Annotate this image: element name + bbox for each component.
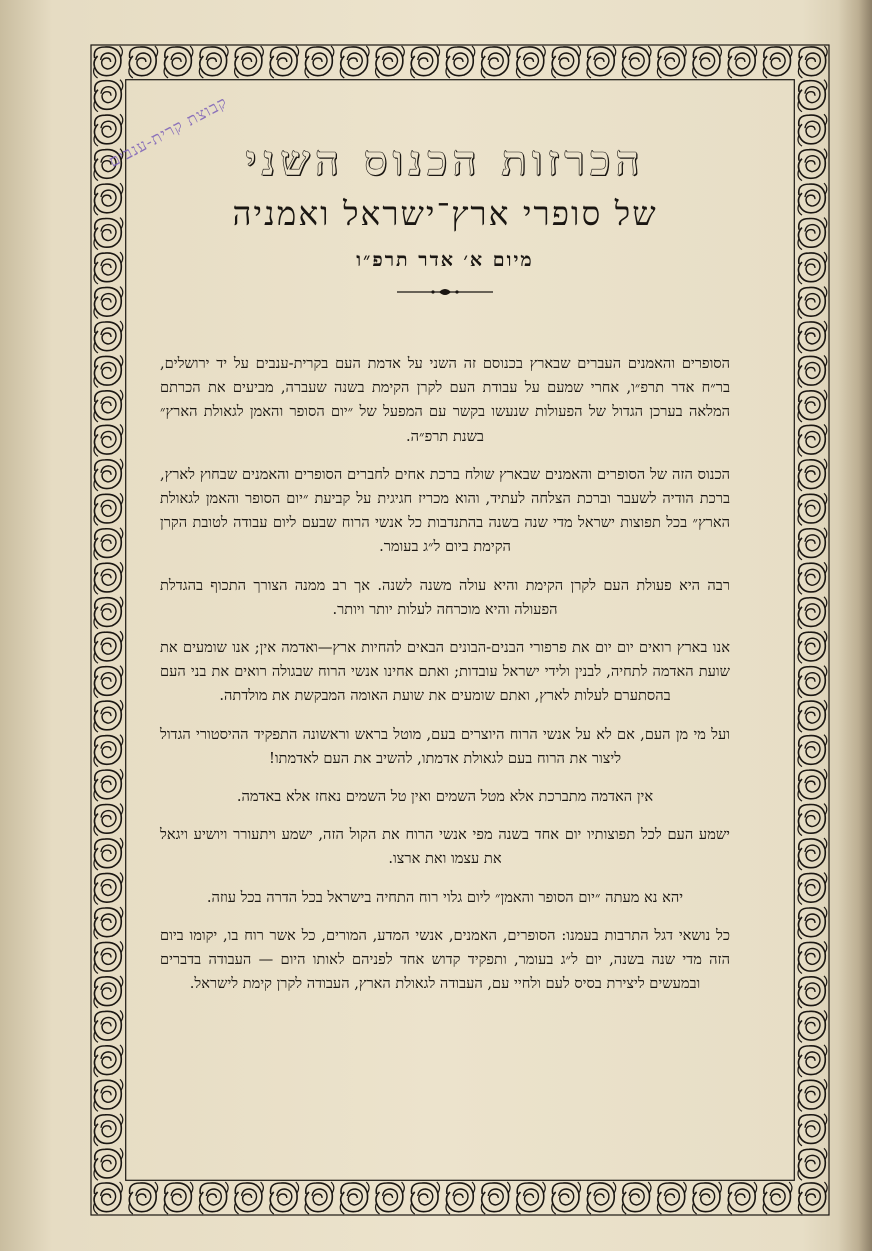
stamp-text: קבוצת קרית-ענבים <box>105 92 231 171</box>
body-paragraph: יהא נא מעתה ״יום הסופר והאמן״ ליום גלוי רוח התחיה בישראל בכל הדרה בכל עוזה. <box>206 888 684 906</box>
document-body <box>150 352 740 996</box>
divider-ornament-icon <box>395 286 495 298</box>
body-paragraph: הכנוס הזה של הסופרים והאמנים שבארץ שולח ברכת אחים לחברים הסופרים והאמנים שבחוץ לארץ, ברכת הודיה לשעבר וברכת הצלחה לעתיד, והוא מכריז חגיגית על קביעת ״יום הסופר והאמן לגאולת הארץ״ בכל תפוצות ישראל מדי שנה בשנה בהתנדבות כל אנשי הרוח שבעם ליום עבודה לטובת הקרן הקימת ביום ל״ג בעומר. <box>160 465 730 556</box>
body-paragraph: ועל מי מן העם, אם לא על אנשי הרוח היוצרים בעם, מוטל בראש וראשונה התפקיד ההיסטורי הגדול ליצור את הרוח בעם לגאולת אדמתו, להשיב את העם לאדמתו! <box>160 725 730 767</box>
body-paragraph: אנו בארץ רואים יום יום את פרפורי הבנים-הבונים הבאים להחיות ארץ—ואדמה אין; אנו שומעים את שועת האדמה לתחיה, לבנין ולידי ישראל עובדות; ואתם אחינו אנשי הרוח שבגולה רואים את בני העם בהסתערם לעלות לארץ, ואתם שומעים את שועת האומה המבקשת את מולדתה. <box>160 639 730 705</box>
body-paragraph: הסופרים והאמנים העברים שבארץ בכנוסם זה השני על אדמת העם בקרית-ענבים על יד ירושלים, בר״ח אדר תרפ״ו, אחרי שמעם על עבודת העם לקרן הקימת בשנה שעברה, מביעים את הכרתם המלאה בערכן הגדול של הפעולות שנעשו בקשר עם המפעל של ״יום הסופר והאמן לגאולת הארץ״ בשנת תרפ״ה. <box>160 355 730 445</box>
document-title: הכרזות הכנוס השני <box>245 136 645 185</box>
document-subtitle: של סופרי ארץ־ישראל ואמניה <box>232 194 658 233</box>
body-paragraph: רבה היא פעולת העם לקרן הקימת והיא עולה משנה לשנה. אך רב ממנה הצורך התכוף בהגדלת הפעולה והיא מוכרחה לעלות יותר ויותר. <box>160 576 730 618</box>
body-paragraph: אין האדמה מתברכת אלא מטל השמים ואין טל השמים נאחז אלא באדמה. <box>236 788 654 806</box>
body-paragraph: כל נושאי דגל התרבות בעמנו: הסופרים, האמנים, אנשי המדע, המורים, כל אשר רוח בו, יקומו ביום הזה מדי שנה בשנה, יום ל״ג בעומר, ותפקיד קדוש אחד לפניהם לאותו היום — העבודה בדברים ובמעשים ליצירת בסיס לעם ולחיי עם, העבודה לגאולת הארץ, העבודה לקרן קימת לישראל. <box>160 926 730 993</box>
document-content <box>150 125 740 1010</box>
page-binding-shadow <box>838 0 872 1251</box>
body-paragraph: ישמע העם לכל תפוצותיו יום אחד בשנה מפי אנשי הרוח את הקול הזה, ישמע ויתעורר ויושיע ויגאל את עצמו ואת ארצו. <box>160 826 730 868</box>
document-date: מיום א׳ אדר תרפ״ו <box>356 249 534 271</box>
